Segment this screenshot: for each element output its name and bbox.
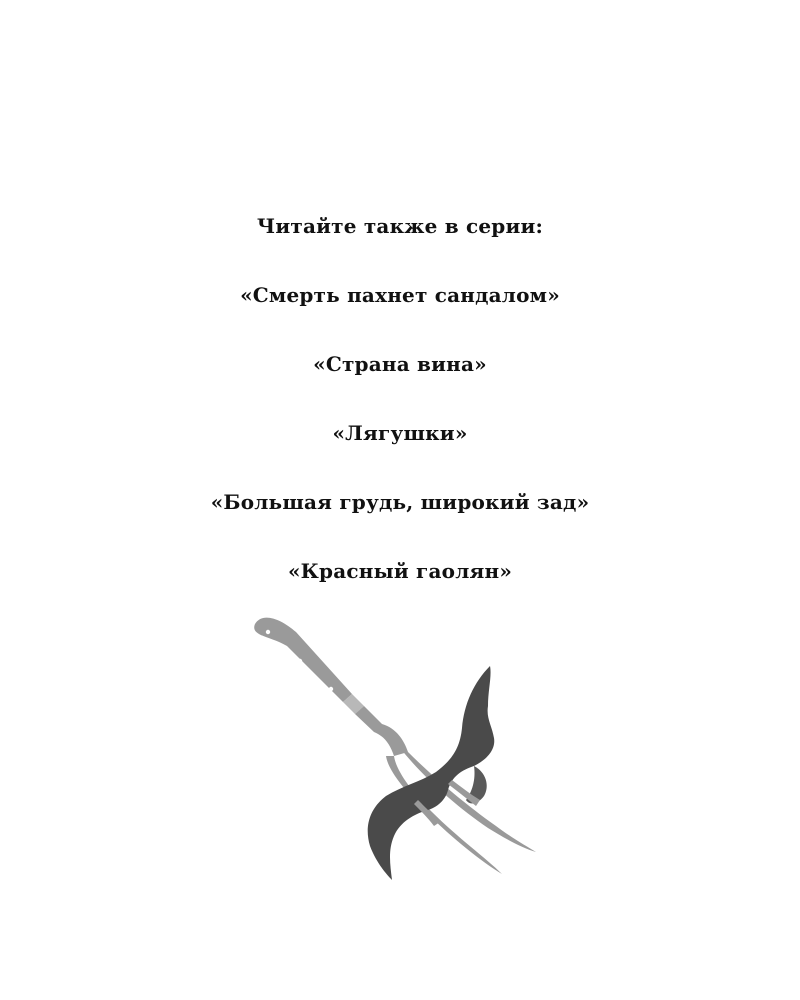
carving-fork-icon <box>230 600 560 900</box>
handle-rivet <box>266 630 270 634</box>
list-item: «Большая грудь, широкий зад» <box>210 490 590 514</box>
list-item: «Лягушки» <box>332 421 468 445</box>
fork-neck <box>355 706 408 756</box>
handle-rivet <box>329 687 333 691</box>
list-item: «Страна вина» <box>313 352 487 376</box>
list-item: «Смерть пахнет сандалом» <box>240 283 560 307</box>
handle-rivet <box>298 659 302 663</box>
series-heading: Читайте также в серии: <box>256 214 544 238</box>
list-item: «Красный гаолян» <box>287 559 513 583</box>
